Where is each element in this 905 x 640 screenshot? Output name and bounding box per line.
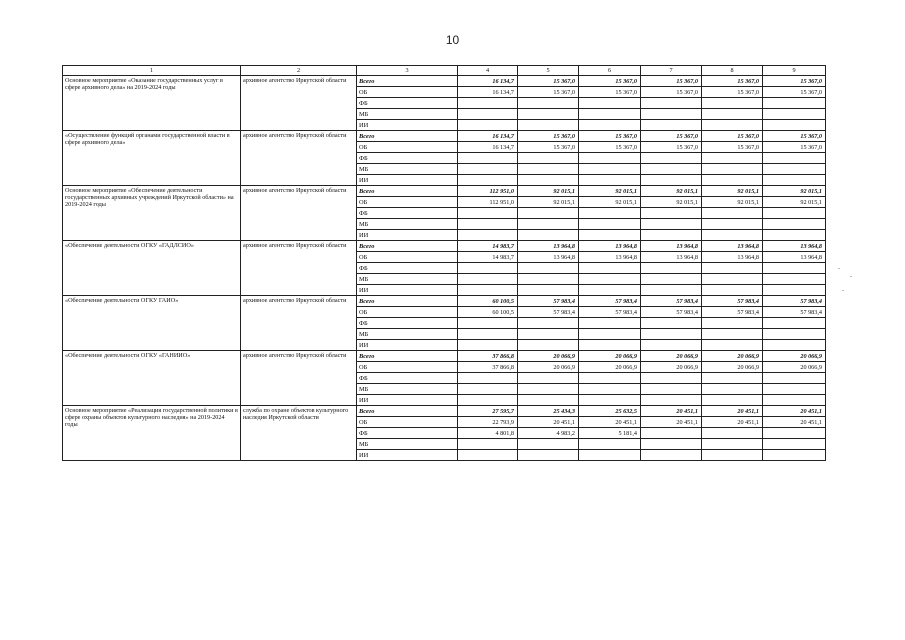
amount-cell xyxy=(518,329,579,340)
activity-description: «Обеспечение деятельности ОГКУ «ГАДЛСИО» xyxy=(63,241,241,296)
funding-source: МБ xyxy=(357,109,458,120)
funding-source: Всего xyxy=(357,296,458,307)
funding-source: ОБ xyxy=(357,252,458,263)
amount-cell xyxy=(763,230,826,241)
funding-source: ФБ xyxy=(357,373,458,384)
amount-cell xyxy=(579,153,641,164)
amount-cell: 15 367,0 xyxy=(763,142,826,153)
amount-cell xyxy=(702,439,763,450)
amount-cell: 5 181,4 xyxy=(579,428,641,439)
amount-cell xyxy=(702,318,763,329)
executor: архивное агентство Иркутской области xyxy=(241,296,357,351)
amount-cell xyxy=(518,230,579,241)
amount-cell xyxy=(702,285,763,296)
amount-cell: 13 964,8 xyxy=(702,241,763,252)
column-number-row xyxy=(63,66,826,76)
amount-cell xyxy=(641,219,702,230)
amount-cell: 15 367,0 xyxy=(702,131,763,142)
amount-cell: 15 367,0 xyxy=(518,87,579,98)
amount-cell xyxy=(518,395,579,406)
amount-cell: 15 367,0 xyxy=(763,131,826,142)
amount-cell xyxy=(458,109,518,120)
amount-cell: 57 983,4 xyxy=(702,307,763,318)
funding-source: Всего xyxy=(357,351,458,362)
funding-source: ИИ xyxy=(357,450,458,461)
funding-source: МБ xyxy=(357,329,458,340)
funding-source: МБ xyxy=(357,439,458,450)
budget-table-container xyxy=(62,65,826,461)
amount-cell xyxy=(579,450,641,461)
amount-cell: 15 367,0 xyxy=(641,87,702,98)
table-row-total xyxy=(63,351,826,362)
amount-cell: 15 367,0 xyxy=(763,87,826,98)
budget-table xyxy=(62,65,826,461)
funding-source: ФБ xyxy=(357,208,458,219)
funding-source: ИИ xyxy=(357,230,458,241)
amount-cell: 20 066,9 xyxy=(518,362,579,373)
amount-cell xyxy=(458,175,518,186)
amount-cell: 57 983,4 xyxy=(579,296,641,307)
amount-cell: 20 451,1 xyxy=(702,417,763,428)
amount-cell: 15 367,0 xyxy=(518,142,579,153)
amount-cell xyxy=(763,274,826,285)
amount-cell: 15 367,0 xyxy=(579,76,641,87)
amount-cell xyxy=(579,439,641,450)
amount-cell xyxy=(641,373,702,384)
amount-cell xyxy=(763,285,826,296)
funding-source: ИИ xyxy=(357,120,458,131)
amount-cell xyxy=(763,120,826,131)
column-header: 9 xyxy=(763,66,826,76)
executor: архивное агентство Иркутской области xyxy=(241,131,357,186)
amount-cell xyxy=(641,384,702,395)
table-row-total xyxy=(63,131,826,142)
amount-cell: 57 983,4 xyxy=(641,296,702,307)
activity-description: Основное мероприятие «Обеспечение деятельности государственных архивных учреждений Иркутской области» на 2019-2024 годы xyxy=(63,186,241,241)
amount-cell xyxy=(458,340,518,351)
amount-cell: 20 066,9 xyxy=(763,351,826,362)
activity-description: «Обеспечение деятельности ОГКУ «ГАНИИО» xyxy=(63,351,241,406)
amount-cell xyxy=(641,230,702,241)
amount-cell: 15 367,0 xyxy=(641,76,702,87)
amount-cell: 92 015,1 xyxy=(763,197,826,208)
amount-cell: 14 983,7 xyxy=(458,241,518,252)
amount-cell: 20 066,9 xyxy=(579,351,641,362)
amount-cell: 15 367,0 xyxy=(579,131,641,142)
amount-cell: 20 451,1 xyxy=(518,417,579,428)
funding-source: ОБ xyxy=(357,142,458,153)
table-row-total xyxy=(63,241,826,252)
amount-cell xyxy=(641,120,702,131)
column-header: 3 xyxy=(357,66,458,76)
executor: архивное агентство Иркутской области xyxy=(241,241,357,296)
amount-cell: 15 367,0 xyxy=(702,76,763,87)
amount-cell: 15 367,0 xyxy=(763,76,826,87)
amount-cell xyxy=(641,175,702,186)
amount-cell xyxy=(641,285,702,296)
amount-cell xyxy=(641,428,702,439)
amount-cell: 57 983,4 xyxy=(641,307,702,318)
amount-cell: 20 066,9 xyxy=(641,362,702,373)
amount-cell xyxy=(641,153,702,164)
funding-source: ИИ xyxy=(357,175,458,186)
funding-source: ОБ xyxy=(357,307,458,318)
amount-cell xyxy=(518,98,579,109)
amount-cell xyxy=(458,98,518,109)
page-number: 10 xyxy=(445,33,460,47)
funding-source: ИИ xyxy=(357,340,458,351)
amount-cell xyxy=(518,164,579,175)
amount-cell xyxy=(458,329,518,340)
scan-artifact xyxy=(850,276,852,277)
amount-cell xyxy=(702,98,763,109)
amount-cell: 15 367,0 xyxy=(518,131,579,142)
amount-cell xyxy=(458,285,518,296)
amount-cell: 57 983,4 xyxy=(518,296,579,307)
amount-cell xyxy=(702,230,763,241)
amount-cell xyxy=(518,219,579,230)
funding-source: Всего xyxy=(357,241,458,252)
amount-cell xyxy=(518,274,579,285)
funding-source: ФБ xyxy=(357,428,458,439)
amount-cell xyxy=(579,384,641,395)
amount-cell: 15 367,0 xyxy=(579,87,641,98)
funding-source: ИИ xyxy=(357,395,458,406)
amount-cell: 25 632,5 xyxy=(579,406,641,417)
amount-cell xyxy=(458,373,518,384)
amount-cell xyxy=(763,98,826,109)
amount-cell: 20 451,1 xyxy=(641,417,702,428)
amount-cell: 13 964,8 xyxy=(641,252,702,263)
amount-cell xyxy=(518,439,579,450)
amount-cell: 15 367,0 xyxy=(702,87,763,98)
funding-source: Всего xyxy=(357,406,458,417)
column-header: 2 xyxy=(241,66,357,76)
amount-cell: 92 015,1 xyxy=(763,186,826,197)
amount-cell: 112 951,0 xyxy=(458,186,518,197)
amount-cell: 13 964,8 xyxy=(518,241,579,252)
amount-cell: 60 100,5 xyxy=(458,307,518,318)
funding-source: МБ xyxy=(357,384,458,395)
amount-cell: 15 367,0 xyxy=(579,142,641,153)
amount-cell xyxy=(458,318,518,329)
amount-cell xyxy=(579,274,641,285)
funding-source: ОБ xyxy=(357,197,458,208)
table-row-total xyxy=(63,296,826,307)
amount-cell xyxy=(579,395,641,406)
amount-cell xyxy=(458,395,518,406)
amount-cell xyxy=(702,450,763,461)
amount-cell xyxy=(458,120,518,131)
activity-description: «Осуществление функций органами государственной власти в сфере архивного дела» xyxy=(63,131,241,186)
amount-cell xyxy=(579,329,641,340)
amount-cell: 13 964,8 xyxy=(641,241,702,252)
amount-cell: 92 015,1 xyxy=(702,197,763,208)
amount-cell: 22 793,9 xyxy=(458,417,518,428)
amount-cell xyxy=(702,208,763,219)
amount-cell xyxy=(641,274,702,285)
amount-cell: 92 015,1 xyxy=(579,197,641,208)
amount-cell: 14 983,7 xyxy=(458,252,518,263)
amount-cell xyxy=(702,164,763,175)
amount-cell xyxy=(458,208,518,219)
amount-cell: 20 066,9 xyxy=(579,362,641,373)
amount-cell xyxy=(763,384,826,395)
funding-source: Всего xyxy=(357,186,458,197)
amount-cell xyxy=(763,318,826,329)
column-header: 1 xyxy=(63,66,241,76)
amount-cell: 16 134,7 xyxy=(458,76,518,87)
executor: архивное агентство Иркутской области xyxy=(241,351,357,406)
amount-cell xyxy=(518,450,579,461)
amount-cell: 13 964,8 xyxy=(518,252,579,263)
amount-cell xyxy=(458,263,518,274)
funding-source: Всего xyxy=(357,131,458,142)
amount-cell xyxy=(518,318,579,329)
amount-cell xyxy=(641,450,702,461)
funding-source: ФБ xyxy=(357,153,458,164)
activity-description: Основное мероприятие «Оказание государственных услуг в сфере архивного дела» на 2019-2024 годы xyxy=(63,76,241,131)
funding-source: ОБ xyxy=(357,362,458,373)
amount-cell xyxy=(458,153,518,164)
amount-cell xyxy=(641,98,702,109)
amount-cell xyxy=(518,208,579,219)
amount-cell xyxy=(641,263,702,274)
amount-cell xyxy=(458,219,518,230)
amount-cell xyxy=(518,340,579,351)
amount-cell xyxy=(763,439,826,450)
amount-cell xyxy=(702,219,763,230)
amount-cell: 20 066,9 xyxy=(702,362,763,373)
amount-cell: 16 134,7 xyxy=(458,142,518,153)
amount-cell xyxy=(458,230,518,241)
amount-cell: 20 451,1 xyxy=(763,406,826,417)
amount-cell: 15 367,0 xyxy=(641,131,702,142)
amount-cell xyxy=(641,340,702,351)
amount-cell: 92 015,1 xyxy=(641,186,702,197)
amount-cell xyxy=(702,153,763,164)
amount-cell: 25 434,3 xyxy=(518,406,579,417)
amount-cell xyxy=(702,428,763,439)
amount-cell: 20 451,1 xyxy=(763,417,826,428)
amount-cell xyxy=(641,164,702,175)
column-header: 5 xyxy=(518,66,579,76)
amount-cell xyxy=(763,164,826,175)
column-header: 4 xyxy=(458,66,518,76)
amount-cell xyxy=(518,109,579,120)
amount-cell xyxy=(579,263,641,274)
amount-cell xyxy=(458,274,518,285)
funding-source: МБ xyxy=(357,164,458,175)
amount-cell: 112 951,0 xyxy=(458,197,518,208)
amount-cell: 92 015,1 xyxy=(518,197,579,208)
amount-cell xyxy=(702,263,763,274)
amount-cell: 20 066,9 xyxy=(763,362,826,373)
amount-cell: 13 964,8 xyxy=(702,252,763,263)
amount-cell xyxy=(641,439,702,450)
amount-cell: 16 134,7 xyxy=(458,131,518,142)
amount-cell: 20 451,1 xyxy=(702,406,763,417)
amount-cell xyxy=(458,439,518,450)
amount-cell xyxy=(458,384,518,395)
scan-artifact xyxy=(842,290,844,291)
amount-cell: 20 451,1 xyxy=(579,417,641,428)
amount-cell xyxy=(763,175,826,186)
table-row-total xyxy=(63,406,826,417)
amount-cell xyxy=(702,109,763,120)
amount-cell xyxy=(763,450,826,461)
amount-cell xyxy=(641,318,702,329)
amount-cell: 37 866,8 xyxy=(458,351,518,362)
amount-cell xyxy=(579,230,641,241)
amount-cell xyxy=(518,285,579,296)
amount-cell xyxy=(518,384,579,395)
amount-cell xyxy=(702,373,763,384)
amount-cell xyxy=(579,208,641,219)
column-header: 8 xyxy=(702,66,763,76)
amount-cell xyxy=(518,153,579,164)
amount-cell: 4 983,2 xyxy=(518,428,579,439)
amount-cell: 92 015,1 xyxy=(579,186,641,197)
amount-cell xyxy=(458,450,518,461)
executor: архивное агентство Иркутской области xyxy=(241,76,357,131)
amount-cell xyxy=(702,329,763,340)
amount-cell: 20 451,1 xyxy=(641,406,702,417)
amount-cell xyxy=(579,373,641,384)
amount-cell xyxy=(458,164,518,175)
activity-description: «Обеспечение деятельности ОГКУ ГАИО» xyxy=(63,296,241,351)
funding-source: ОБ xyxy=(357,87,458,98)
amount-cell: 92 015,1 xyxy=(702,186,763,197)
amount-cell xyxy=(518,263,579,274)
amount-cell xyxy=(763,373,826,384)
amount-cell: 57 983,4 xyxy=(763,296,826,307)
amount-cell: 13 964,8 xyxy=(579,252,641,263)
amount-cell: 37 866,8 xyxy=(458,362,518,373)
amount-cell: 20 066,9 xyxy=(641,351,702,362)
amount-cell xyxy=(763,329,826,340)
amount-cell xyxy=(702,384,763,395)
amount-cell xyxy=(579,98,641,109)
amount-cell: 57 983,4 xyxy=(763,307,826,318)
amount-cell: 20 066,9 xyxy=(702,351,763,362)
amount-cell xyxy=(702,340,763,351)
funding-source: МБ xyxy=(357,219,458,230)
amount-cell xyxy=(763,109,826,120)
executor: архивное агентство Иркутской области xyxy=(241,186,357,241)
amount-cell xyxy=(518,120,579,131)
amount-cell xyxy=(579,120,641,131)
amount-cell xyxy=(702,395,763,406)
amount-cell xyxy=(763,395,826,406)
amount-cell xyxy=(702,274,763,285)
amount-cell xyxy=(518,373,579,384)
amount-cell xyxy=(763,153,826,164)
amount-cell: 15 367,0 xyxy=(702,142,763,153)
column-header: 7 xyxy=(641,66,702,76)
amount-cell xyxy=(641,109,702,120)
amount-cell xyxy=(763,263,826,274)
amount-cell: 57 983,4 xyxy=(518,307,579,318)
funding-source: МБ xyxy=(357,274,458,285)
amount-cell: 92 015,1 xyxy=(641,197,702,208)
table-body xyxy=(63,76,826,461)
funding-source: ФБ xyxy=(357,318,458,329)
amount-cell xyxy=(518,175,579,186)
amount-cell xyxy=(579,340,641,351)
table-row-total xyxy=(63,186,826,197)
amount-cell: 27 595,7 xyxy=(458,406,518,417)
amount-cell xyxy=(579,219,641,230)
amount-cell xyxy=(579,164,641,175)
scan-artifact xyxy=(838,268,840,269)
amount-cell: 92 015,1 xyxy=(518,186,579,197)
amount-cell xyxy=(579,175,641,186)
amount-cell xyxy=(702,175,763,186)
funding-source: ОБ xyxy=(357,417,458,428)
amount-cell: 4 801,8 xyxy=(458,428,518,439)
amount-cell xyxy=(763,340,826,351)
amount-cell: 20 066,9 xyxy=(518,351,579,362)
amount-cell: 15 367,0 xyxy=(641,142,702,153)
amount-cell xyxy=(763,208,826,219)
amount-cell xyxy=(579,318,641,329)
amount-cell: 57 983,4 xyxy=(702,296,763,307)
amount-cell xyxy=(579,285,641,296)
amount-cell xyxy=(641,208,702,219)
amount-cell xyxy=(641,329,702,340)
amount-cell xyxy=(641,395,702,406)
funding-source: ИИ xyxy=(357,285,458,296)
activity-description: Основное мероприятие «Реализация государственной политики в сфере охраны объектов культурного наследия» на 2019-2024 годы xyxy=(63,406,241,461)
funding-source: Всего xyxy=(357,76,458,87)
amount-cell: 13 964,8 xyxy=(763,252,826,263)
executor: служба по охране объектов культурного наследия Иркутской области xyxy=(241,406,357,461)
amount-cell: 13 964,8 xyxy=(579,241,641,252)
amount-cell xyxy=(579,109,641,120)
funding-source: ФБ xyxy=(357,263,458,274)
amount-cell xyxy=(763,219,826,230)
amount-cell xyxy=(763,428,826,439)
amount-cell xyxy=(702,120,763,131)
amount-cell: 16 134,7 xyxy=(458,87,518,98)
amount-cell: 13 964,8 xyxy=(763,241,826,252)
amount-cell: 57 983,4 xyxy=(579,307,641,318)
funding-source: ФБ xyxy=(357,98,458,109)
amount-cell: 60 100,5 xyxy=(458,296,518,307)
table-row-total xyxy=(63,76,826,87)
amount-cell: 15 367,0 xyxy=(518,76,579,87)
column-header: 6 xyxy=(579,66,641,76)
